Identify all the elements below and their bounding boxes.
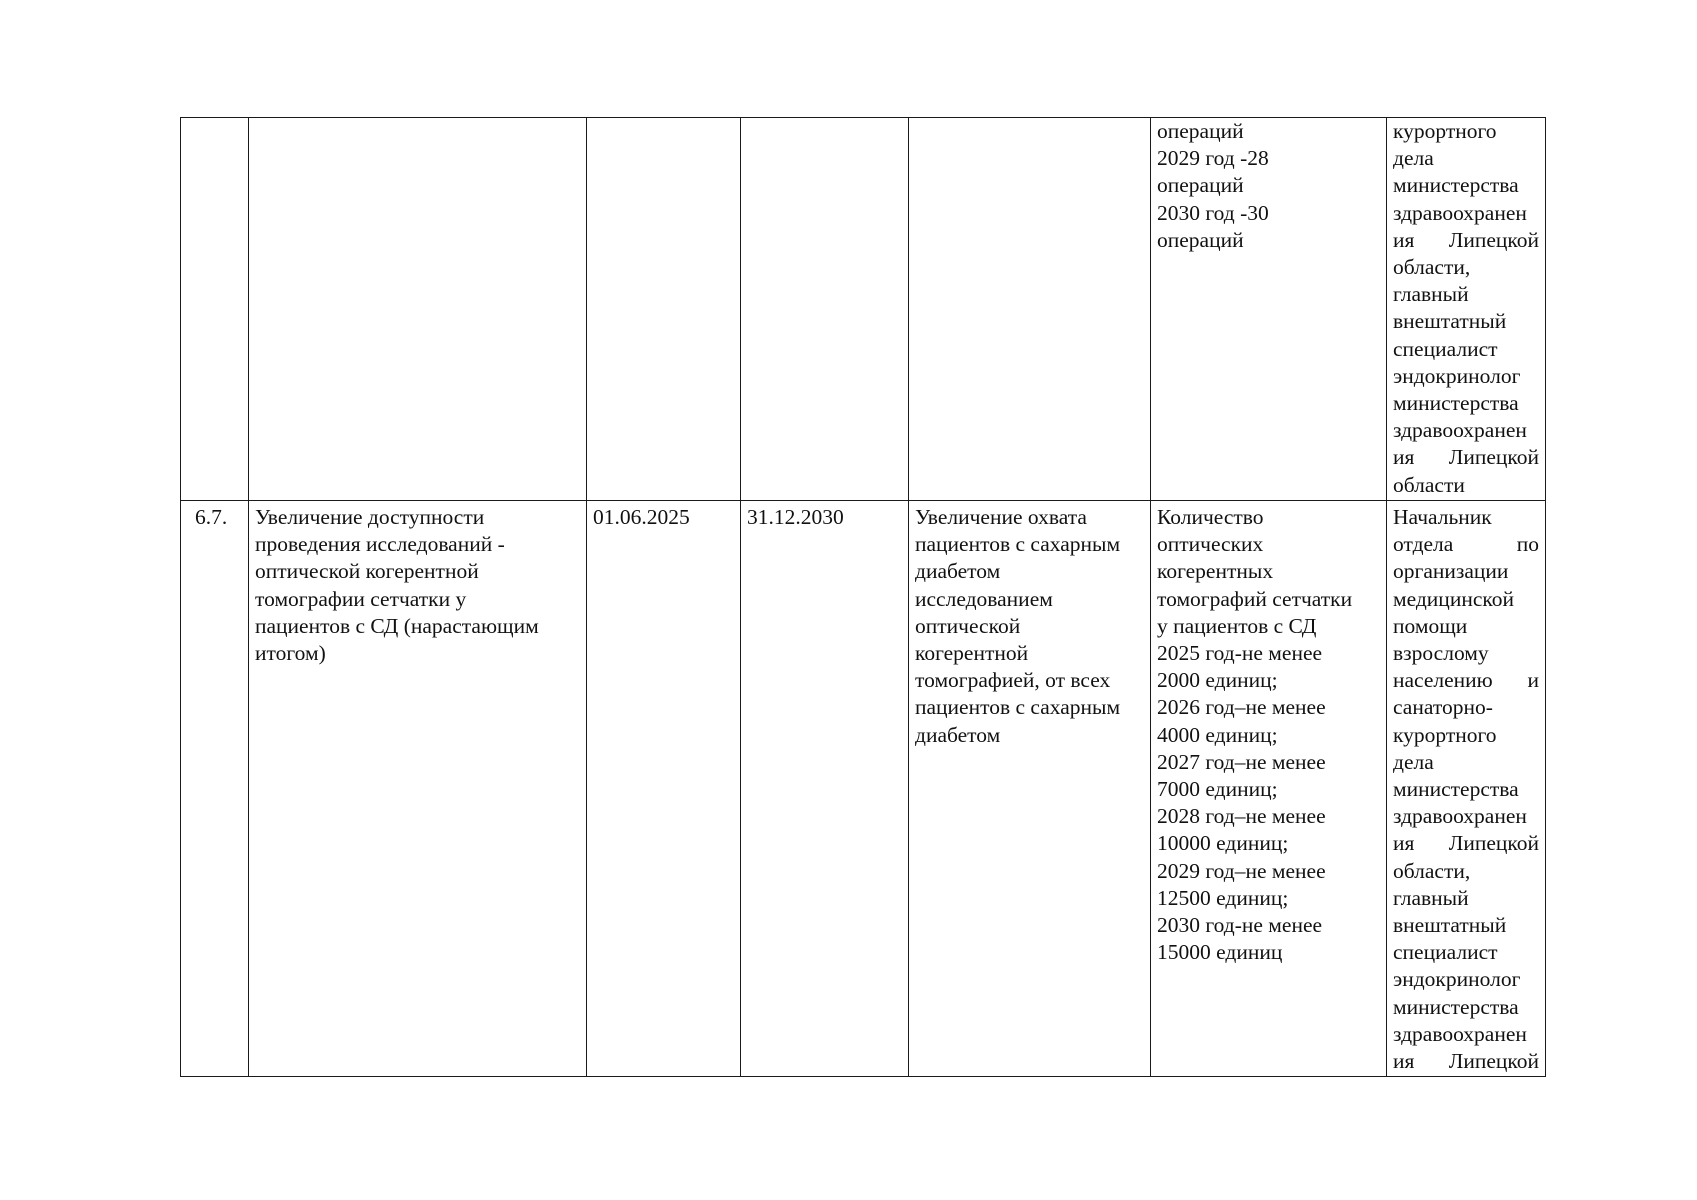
cell-line: [1393, 885, 1539, 912]
cell-line: [1393, 417, 1539, 444]
cell-line: операций: [1157, 119, 1244, 143]
cell-line: 12500 единиц;: [1157, 885, 1289, 910]
cell-word: населению: [1393, 668, 1493, 693]
cell-line: итогом): [255, 641, 326, 666]
cell-word: министерства: [1393, 777, 1519, 802]
cell-line: 15000 единиц: [1157, 940, 1283, 965]
cell-word: эндокринолог: [1393, 967, 1521, 992]
action-cell: [249, 501, 587, 1077]
cell-line: 2025 год-не менее: [1157, 641, 1323, 666]
cell-word: области: [1393, 472, 1465, 497]
responsible-cell: [1387, 501, 1546, 1077]
cell-line: [1393, 776, 1539, 803]
cell-line: [1393, 281, 1539, 308]
cell-word: курортного: [1393, 119, 1497, 143]
cell-line: [1393, 200, 1539, 227]
cell-word: внештатный: [1393, 309, 1507, 334]
plan-table: [180, 117, 1546, 1077]
cell-line: 2027 год–не менее: [1157, 749, 1326, 774]
cell-word: Липецкой: [1448, 831, 1539, 856]
cell-line: исследованием: [915, 586, 1053, 611]
cell-line: [1393, 444, 1539, 471]
cell-line: [1393, 558, 1539, 585]
cell-word: помощи: [1393, 613, 1468, 638]
cell-line: [1393, 472, 1539, 499]
cell-line: [1393, 363, 1539, 390]
cell-line: [1393, 531, 1539, 558]
cell-line: [1393, 118, 1539, 145]
result-cell: [909, 118, 1151, 501]
cell-line: [1393, 912, 1539, 939]
cell-word: ия: [1393, 445, 1415, 470]
cell-line: [1393, 613, 1539, 640]
cell-line: операций: [1157, 227, 1244, 252]
table-row: [181, 501, 1546, 1077]
cell-line: пациентов с сахарным: [915, 532, 1121, 557]
cell-line: оптической когерентной: [255, 559, 479, 584]
cell-line: Количество: [1157, 505, 1264, 529]
cell-line: [1393, 390, 1539, 417]
cell-word: внештатный: [1393, 913, 1507, 938]
cell-line: [1393, 830, 1539, 857]
cell-line: [1393, 254, 1539, 281]
indicator-cell: [1151, 501, 1387, 1077]
cell-word: санаторно-: [1393, 695, 1493, 720]
cell-word: области,: [1393, 858, 1471, 883]
cell-line: [1393, 172, 1539, 199]
cell-line: операций: [1157, 173, 1244, 198]
cell-line: [1393, 336, 1539, 363]
cell-word: здравоохранен: [1393, 804, 1527, 829]
cell-line: 2028 год–не менее: [1157, 804, 1326, 829]
cell-word: по: [1516, 532, 1539, 557]
cell-word: эндокринолог: [1393, 363, 1521, 388]
responsible-cell: [1387, 118, 1546, 501]
cell-line: 2029 год–не менее: [1157, 858, 1326, 883]
cell-line: когерентных: [1157, 559, 1274, 584]
cell-line: [1393, 640, 1539, 667]
cell-line: у пациентов с СД: [1157, 613, 1317, 638]
cell-word: организации: [1393, 559, 1509, 584]
cell-line: [1393, 966, 1539, 993]
cell-line: [1393, 722, 1539, 749]
cell-line: [1393, 939, 1539, 966]
cell-word: ия: [1393, 1049, 1415, 1074]
cell-word: взрослому: [1393, 641, 1489, 666]
cell-line: когерентной: [915, 641, 1029, 666]
cell-word: Липецкой: [1448, 445, 1539, 470]
cell-word: министерства: [1393, 994, 1519, 1019]
cell-word: дела: [1393, 749, 1434, 774]
cell-word: главный: [1393, 282, 1469, 307]
cell-line: оптических: [1157, 532, 1264, 557]
cell-line: томографии сетчатки у: [255, 586, 467, 611]
cell-word: и: [1527, 668, 1539, 693]
cell-line: Увеличение охвата: [915, 505, 1087, 529]
cell-line: Увеличение доступности: [255, 505, 485, 529]
cell-line: [1393, 308, 1539, 335]
row-number-cell: 6.7.: [181, 501, 249, 1077]
cell-line: [1393, 1021, 1539, 1048]
table-row: [181, 118, 1546, 501]
cell-word: министерства: [1393, 173, 1519, 198]
cell-line: диабетом: [915, 722, 1001, 747]
cell-line: 2029 год -28: [1157, 146, 1269, 171]
cell-word: ия: [1393, 227, 1415, 252]
result-cell: [909, 501, 1151, 1077]
row-number-cell: [181, 118, 249, 501]
action-cell: [249, 118, 587, 501]
cell-line: [1393, 227, 1539, 254]
cell-word: министерства: [1393, 391, 1519, 416]
cell-word: Липецкой: [1448, 227, 1539, 252]
cell-word: курортного: [1393, 722, 1497, 747]
cell-line: 10000 единиц;: [1157, 831, 1289, 856]
cell-line: [1393, 694, 1539, 721]
cell-line: диабетом: [915, 559, 1001, 584]
cell-line: 7000 единиц;: [1157, 777, 1278, 802]
cell-word: дела: [1393, 146, 1434, 171]
cell-line: [1393, 803, 1539, 830]
start-date-cell: [587, 118, 741, 501]
cell-line: проведения исследований -: [255, 532, 505, 557]
cell-line: [1393, 858, 1539, 885]
cell-line: [1393, 586, 1539, 613]
cell-line: [1393, 145, 1539, 172]
cell-word: здравоохранен: [1393, 200, 1527, 225]
cell-line: 2000 единиц;: [1157, 668, 1278, 693]
cell-line: [1393, 504, 1539, 531]
end-date-cell: 31.12.2030: [741, 501, 909, 1077]
cell-line: пациентов с СД (нарастающим: [255, 613, 539, 638]
cell-line: томографий сетчатки: [1157, 586, 1353, 611]
cell-word: ия: [1393, 831, 1415, 856]
cell-word: специалист: [1393, 940, 1498, 965]
cell-line: 2030 год -30: [1157, 200, 1269, 225]
cell-word: отдела: [1393, 532, 1454, 557]
cell-word: Начальник: [1393, 505, 1492, 529]
cell-line: 2026 год–не менее: [1157, 695, 1326, 720]
start-date-cell: 01.06.2025: [587, 501, 741, 1077]
cell-line: [1393, 1048, 1539, 1075]
indicator-cell: [1151, 118, 1387, 501]
cell-word: специалист: [1393, 336, 1498, 361]
cell-line: оптической: [915, 613, 1021, 638]
end-date-cell: [741, 118, 909, 501]
cell-word: медицинской: [1393, 586, 1514, 611]
cell-line: 4000 единиц;: [1157, 722, 1278, 747]
cell-word: области,: [1393, 255, 1471, 280]
cell-word: здравоохранен: [1393, 418, 1527, 443]
cell-line: [1393, 994, 1539, 1021]
cell-line: [1393, 749, 1539, 776]
cell-line: томографией, от всех: [915, 668, 1111, 693]
cell-word: Липецкой: [1448, 1049, 1539, 1074]
cell-word: здравоохранен: [1393, 1021, 1527, 1046]
cell-word: главный: [1393, 885, 1469, 910]
cell-line: 2030 год-не менее: [1157, 913, 1323, 938]
cell-line: [1393, 667, 1539, 694]
cell-line: пациентов с сахарным: [915, 695, 1121, 720]
